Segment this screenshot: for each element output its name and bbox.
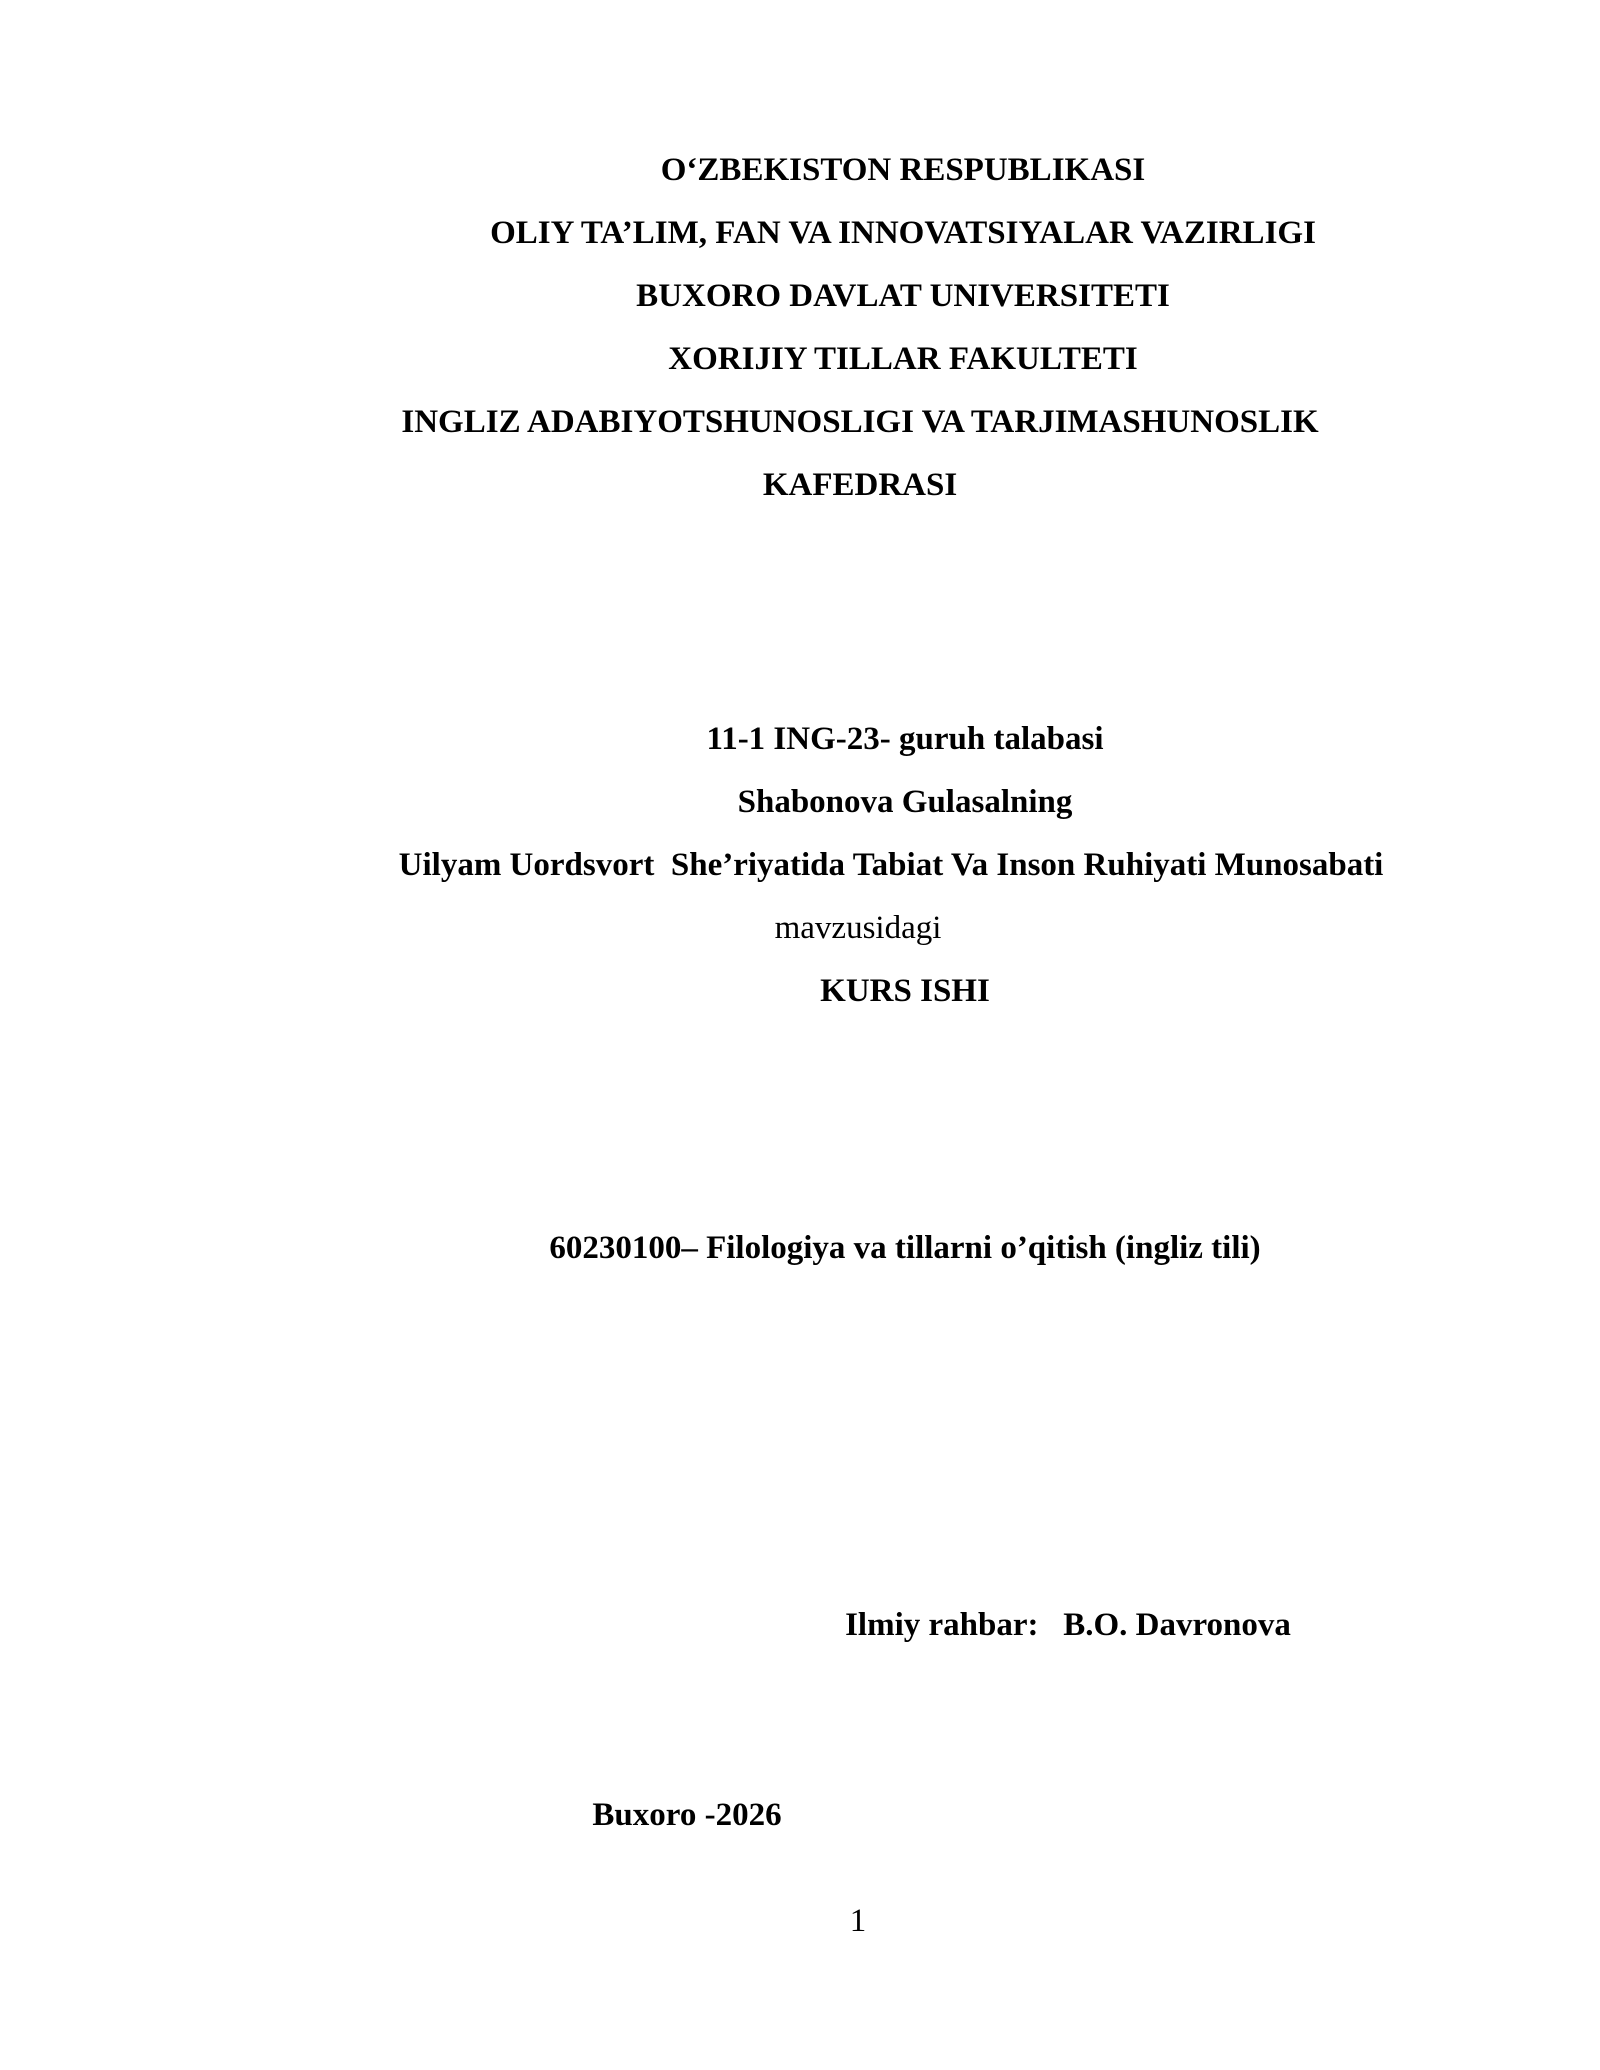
- specialty-code: 60230100– Filologiya va tillarni o’qitish (ingliz tili): [549, 1230, 1261, 1266]
- ministry-name-heading: OLIY TA’LIM, FAN VA INNOVATSIYALAR VAZIRLIGI: [490, 215, 1316, 251]
- place-year: Buxoro -2026: [592, 1797, 782, 1833]
- topic-title: Uilyam Uordsvort She’riyatida Tabiat Va Inson Ruhiyati Munosabati: [398, 847, 1384, 883]
- supervisor-line: Ilmiy rahbar: B.O. Davronova: [845, 1607, 1291, 1643]
- university-heading: BUXORO DAVLAT UNIVERSITETI: [636, 278, 1170, 314]
- work-type: KURS ISHI: [820, 973, 990, 1009]
- student-group: 11-1 ING-23- guruh talabasi: [706, 721, 1104, 757]
- ministry-country-heading: O‘ZBEKISTON RESPUBLIKASI: [660, 152, 1146, 188]
- topic-suffix: mavzusidagi: [774, 910, 942, 946]
- department-heading: INGLIZ ADABIYOTSHUNOSLIGI VA TARJIMASHUNOSLIK: [401, 404, 1319, 440]
- faculty-heading: XORIJIY TILLAR FAKULTETI: [668, 341, 1138, 377]
- page-number: 1: [849, 1903, 867, 1939]
- department-heading-cont: KAFEDRASI: [762, 467, 958, 503]
- student-name: Shabonova Gulasalning: [737, 784, 1073, 820]
